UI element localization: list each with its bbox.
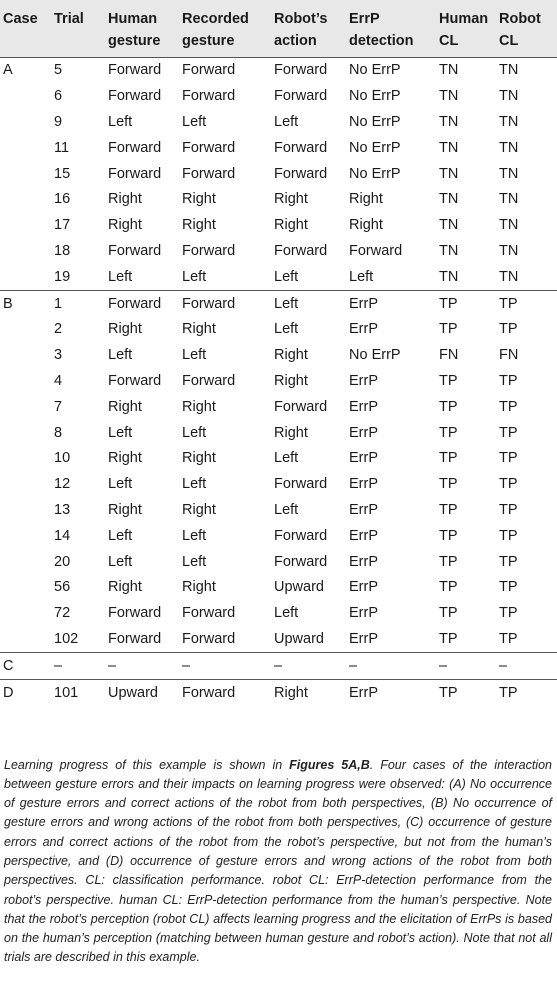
case-cell — [0, 342, 54, 368]
table-cell: 14 — [54, 527, 71, 544]
table-cell: ErrP — [349, 398, 378, 415]
table-cell: Forward — [182, 165, 236, 182]
table-cell: Right — [182, 398, 216, 415]
table-cell: ErrP — [349, 684, 378, 701]
table-cell: ErrP — [349, 372, 378, 389]
table-cell: TN — [499, 191, 519, 208]
table-cell: TP — [499, 372, 518, 389]
table-cell: Forward — [274, 165, 328, 182]
table-cell: TP — [499, 605, 518, 622]
table-cell: TN — [499, 113, 519, 130]
table-cell: Right — [349, 191, 383, 208]
table-cell: Left — [182, 347, 207, 364]
table-row — [0, 135, 557, 161]
table-cell: Right — [108, 398, 142, 415]
table-cell: Left — [274, 605, 299, 622]
table-cell: TN — [499, 139, 519, 156]
table-cell: Forward — [108, 605, 162, 622]
table-cell: Forward — [274, 398, 328, 415]
table-cell: Right — [108, 579, 142, 596]
table-cell: TN — [439, 242, 459, 259]
table-cell: 16 — [54, 191, 71, 208]
table-cell: TN — [499, 165, 519, 182]
table-cell: ErrP — [349, 501, 378, 518]
table-cell: 13 — [54, 501, 71, 518]
table-cell: TN — [439, 113, 459, 130]
table-cell: Forward — [108, 295, 162, 312]
table-body — [0, 57, 557, 705]
table-cell: No ErrP — [349, 165, 401, 182]
case-cell — [0, 83, 54, 109]
table-cell: TN — [439, 191, 459, 208]
table-cell: Left — [274, 295, 299, 312]
column-header-line: Recorded — [182, 11, 249, 27]
table-cell: 10 — [54, 450, 71, 467]
header-row — [0, 0, 557, 57]
table-row — [0, 264, 557, 290]
column-header — [182, 0, 274, 57]
table-row — [0, 394, 557, 420]
table-row — [0, 290, 557, 316]
case-cell — [0, 186, 54, 212]
table-cell: Forward — [182, 295, 236, 312]
table-cell: Forward — [182, 62, 236, 79]
case-cell: C — [3, 657, 14, 674]
table-row — [0, 212, 557, 238]
column-header-line: action — [274, 33, 317, 49]
table-cell: FN — [499, 347, 519, 364]
table-cell: Right — [274, 191, 308, 208]
table-cell: 101 — [54, 684, 79, 701]
table-cell: Left — [182, 527, 207, 544]
table-cell: Forward — [108, 372, 162, 389]
table-cell: TP — [499, 579, 518, 596]
column-header-line: ErrP — [349, 11, 380, 27]
table-cell: ErrP — [349, 450, 378, 467]
table-cell: TP — [499, 476, 518, 493]
table-row — [0, 161, 557, 187]
table-cell: Right — [108, 501, 142, 518]
table-cell: ErrP — [349, 630, 378, 647]
table-cell: ErrP — [349, 553, 378, 570]
case-cell — [0, 316, 54, 342]
table-cell: – — [499, 657, 508, 674]
table-cell: TP — [439, 630, 458, 647]
table-cell: No ErrP — [349, 88, 401, 105]
case-cell — [0, 600, 54, 626]
table-cell: Forward — [274, 139, 328, 156]
column-header — [108, 0, 182, 57]
case-cell — [0, 238, 54, 264]
table-cell: Forward — [182, 605, 236, 622]
table-cell: 7 — [54, 398, 63, 415]
table-cell: Left — [349, 268, 374, 285]
column-header-line: gesture — [108, 33, 161, 49]
table-cell: TN — [499, 217, 519, 234]
table-cell: TP — [499, 295, 518, 312]
table-cell: Right — [108, 450, 142, 467]
table-cell: TN — [499, 268, 519, 285]
table-row — [0, 445, 557, 471]
table-row — [0, 471, 557, 497]
table-cell: Right — [182, 450, 216, 467]
column-header — [54, 0, 108, 57]
table-cell: 11 — [54, 139, 70, 156]
table-cell: Forward — [108, 242, 162, 259]
table-row — [0, 368, 557, 394]
table-cell: TP — [439, 476, 458, 493]
table-cell: – — [439, 657, 448, 674]
table-cell: Forward — [182, 139, 236, 156]
table-cell: 1 — [54, 295, 63, 312]
table-caption — [4, 756, 552, 968]
table-cell: TN — [439, 217, 459, 234]
table-cell: 9 — [54, 113, 63, 130]
case-cell — [0, 497, 54, 523]
table-cell: Left — [274, 501, 299, 518]
case-cell — [0, 574, 54, 600]
table-cell: TP — [439, 424, 458, 441]
table-cell: ErrP — [349, 295, 378, 312]
table-cell: TP — [439, 398, 458, 415]
table-cell: TP — [499, 684, 518, 701]
case-cell: A — [3, 62, 13, 79]
table-cell: Upward — [108, 684, 158, 701]
table-cell: 6 — [54, 88, 63, 105]
case-cell — [0, 394, 54, 420]
table-cell: Right — [274, 424, 308, 441]
case-cell — [0, 445, 54, 471]
table-cell: – — [349, 657, 358, 674]
table-row — [0, 186, 557, 212]
table-cell: No ErrP — [349, 62, 401, 79]
caption-figure-ref: Figures 5A,B — [289, 757, 370, 772]
table-cell: Forward — [274, 88, 328, 105]
table-cell: TP — [499, 398, 518, 415]
table-row — [0, 316, 557, 342]
column-header-line: Human — [439, 11, 489, 27]
table-cell: 56 — [54, 579, 71, 596]
case-cell — [0, 264, 54, 290]
table-cell: No ErrP — [349, 347, 401, 364]
table-cell: 102 — [54, 630, 79, 647]
table-cell: Left — [182, 268, 207, 285]
table-cell: TP — [499, 424, 518, 441]
table-cell: Right — [108, 321, 142, 338]
table-cell: TP — [439, 501, 458, 518]
table-cell: Right — [349, 217, 383, 234]
column-header-line: Trial — [54, 11, 84, 27]
table-cell: Forward — [274, 62, 328, 79]
table-row — [0, 109, 557, 135]
column-header — [499, 0, 557, 57]
column-header-line: Robot — [499, 11, 541, 27]
column-header-line: CL — [499, 33, 519, 49]
table-cell: 3 — [54, 347, 63, 364]
table-cell: TN — [439, 165, 459, 182]
table-cell: Left — [182, 424, 207, 441]
case-cell — [0, 109, 54, 135]
table-cell: ErrP — [349, 321, 378, 338]
table-cell: Left — [274, 450, 299, 467]
table-row — [0, 523, 557, 549]
case-cell — [0, 471, 54, 497]
table-cell: Forward — [182, 242, 236, 259]
table-cell: TP — [499, 630, 518, 647]
table-cell: Right — [274, 684, 308, 701]
table-cell: Forward — [182, 684, 236, 701]
case-cell — [0, 549, 54, 575]
table-cell: TP — [499, 321, 518, 338]
table-cell: TP — [439, 579, 458, 596]
table-cell: Forward — [274, 242, 328, 259]
table-header — [0, 0, 557, 57]
table-row — [0, 626, 557, 652]
table-cell: ErrP — [349, 527, 378, 544]
table-cell: TN — [439, 139, 459, 156]
table-cell: Right — [108, 217, 142, 234]
table-cell: TN — [499, 242, 519, 259]
table-cell: – — [108, 657, 117, 674]
table-cell: Forward — [274, 527, 328, 544]
column-header — [274, 0, 349, 57]
table-cell: Right — [182, 579, 216, 596]
table-cell: TP — [439, 527, 458, 544]
table-cell: TN — [439, 268, 459, 285]
table-row — [0, 574, 557, 600]
table-cell: 12 — [54, 476, 71, 493]
table-cell: ErrP — [349, 476, 378, 493]
table-cell: Left — [108, 347, 133, 364]
table-cell: 20 — [54, 553, 71, 570]
caption-body: . Four cases of the interaction between gesture errors and their impacts on learning progress were observed: (A) No occurrence of gesture errors and correct actions of the robot from both perspectives, (B) No occurrence of gesture errors and wrong actions of the robot from both perspectives, (C) occurrence of gesture errors and correct actions of the robot from the robot’s perspective, but not from the human’s perspective, and (D) occurrence of gesture errors and wrong actions of the robot from both perspectives. CL: classification performance. robot CL: ErrP-detection performance from the robot’s perspective. human CL: ErrP-detection performance from the human’s perspective. Note that the robot’s perception (robot CL) affects learning progress and the elicitation of ErrPs is based on the human’s perception (matching between human gesture and robot’s action). Note that not all trials are described in this example. — [4, 757, 552, 965]
table-cell: Upward — [274, 630, 324, 647]
table-cell: Forward — [108, 165, 162, 182]
case-cell: B — [3, 295, 13, 312]
column-header-line: Robot’s — [274, 11, 328, 27]
table-cell: Left — [274, 321, 299, 338]
table-cell: 15 — [54, 165, 71, 182]
table-cell: Right — [108, 191, 142, 208]
table-cell: TP — [499, 450, 518, 467]
column-header-line: Case — [3, 11, 38, 27]
table-cell: Left — [108, 476, 133, 493]
column-header — [439, 0, 499, 57]
table-row — [0, 342, 557, 368]
table-row — [0, 57, 557, 83]
table-cell: – — [182, 657, 191, 674]
column-header-line: CL — [439, 33, 459, 49]
column-header-line: gesture — [182, 33, 235, 49]
table-cell: TP — [439, 450, 458, 467]
table-cell: Forward — [274, 476, 328, 493]
table-cell: TN — [439, 62, 459, 79]
table-cell: 19 — [54, 268, 71, 285]
table-cell: 8 — [54, 424, 63, 441]
table-cell: Forward — [349, 242, 403, 259]
table-cell: – — [274, 657, 283, 674]
table-cell: TN — [499, 62, 519, 79]
column-header — [349, 0, 439, 57]
table-row — [0, 679, 557, 705]
case-cell: D — [3, 684, 14, 701]
table-cell: Left — [274, 113, 299, 130]
case-cell — [0, 368, 54, 394]
column-header — [0, 0, 54, 57]
table-row — [0, 83, 557, 109]
table-cell: Forward — [108, 630, 162, 647]
table-cell: Forward — [182, 630, 236, 647]
table-row — [0, 549, 557, 575]
case-cell — [0, 420, 54, 446]
table-cell: TP — [439, 553, 458, 570]
table-cell: TP — [439, 321, 458, 338]
table-cell: Right — [182, 217, 216, 234]
table-cell: Left — [108, 553, 133, 570]
table-cell: 5 — [54, 62, 63, 79]
table-cell: 17 — [54, 217, 71, 234]
table-cell: TN — [499, 88, 519, 105]
column-header-line: Human — [108, 11, 158, 27]
table-cell: Left — [108, 268, 133, 285]
table-row — [0, 497, 557, 523]
table-cell: Right — [182, 191, 216, 208]
case-cell — [0, 212, 54, 238]
table-row — [0, 600, 557, 626]
table-cell: Right — [182, 321, 216, 338]
table-cell: 72 — [54, 605, 71, 622]
table-cell: Left — [108, 424, 133, 441]
table-cell: Left — [182, 113, 207, 130]
table-row — [0, 420, 557, 446]
table-row — [0, 238, 557, 264]
table-cell: Left — [182, 476, 207, 493]
table-cell: TP — [439, 295, 458, 312]
table-cell: Forward — [182, 88, 236, 105]
table-cell: Right — [274, 217, 308, 234]
table-cell: Right — [274, 372, 308, 389]
table-cell: TP — [499, 553, 518, 570]
table-row — [0, 652, 557, 679]
table-cell: Left — [108, 527, 133, 544]
case-cell — [0, 523, 54, 549]
case-cell — [0, 161, 54, 187]
table-cell: Left — [274, 268, 299, 285]
column-header-line: detection — [349, 33, 414, 49]
table-cell: Right — [274, 347, 308, 364]
case-cell — [0, 626, 54, 652]
table-cell: Forward — [182, 372, 236, 389]
table-cell: Right — [182, 501, 216, 518]
table-cell: TP — [499, 527, 518, 544]
table-cell: Left — [182, 553, 207, 570]
table-cell: Upward — [274, 579, 324, 596]
table-cell: Forward — [108, 139, 162, 156]
table-cell: Forward — [108, 88, 162, 105]
table-cell: TP — [499, 501, 518, 518]
caption-intro: Learning progress of this example is shown in — [4, 757, 290, 772]
table-cell: TN — [439, 88, 459, 105]
table-cell: 2 — [54, 321, 63, 338]
table-cell: TP — [439, 372, 458, 389]
table-cell: – — [54, 657, 63, 674]
table-cell: Forward — [108, 62, 162, 79]
table-cell: No ErrP — [349, 113, 401, 130]
case-cell — [0, 135, 54, 161]
table-cell: FN — [439, 347, 459, 364]
table-cell: TP — [439, 605, 458, 622]
table-cell: TP — [439, 684, 458, 701]
table-cell: ErrP — [349, 579, 378, 596]
table-cell: Forward — [274, 553, 328, 570]
table-cell: 4 — [54, 372, 63, 389]
table-cell: Left — [108, 113, 133, 130]
table-cell: ErrP — [349, 424, 378, 441]
table-cell: ErrP — [349, 605, 378, 622]
table-cell: 18 — [54, 242, 71, 259]
table-cell: No ErrP — [349, 139, 401, 156]
